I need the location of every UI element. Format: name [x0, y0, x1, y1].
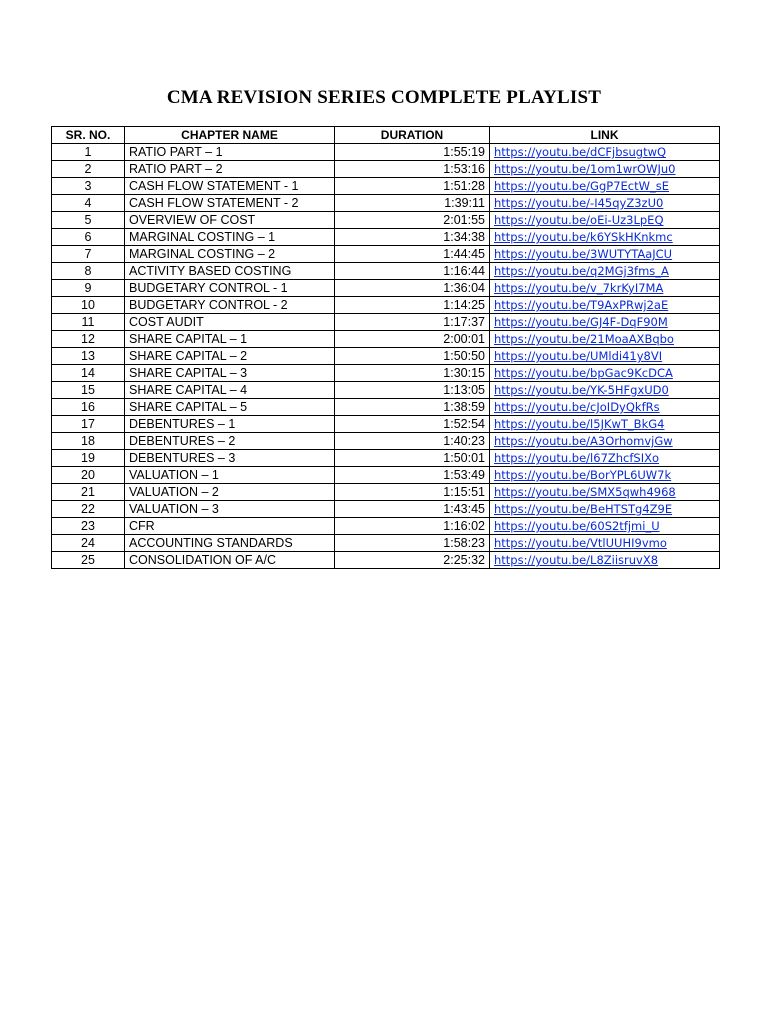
link-cell: [490, 348, 720, 365]
video-link[interactable]: https://youtu.be/oEi-Uz3LpEQ: [494, 213, 664, 227]
table-row: [52, 144, 720, 161]
table-row: [52, 501, 720, 518]
link-cell: [490, 144, 720, 161]
serial-number-cell: 21: [52, 484, 125, 501]
video-link[interactable]: https://youtu.be/BeHTSTg4Z9E: [494, 502, 673, 516]
chapter-name-cell: CFR: [125, 518, 335, 535]
link-cell: [490, 280, 720, 297]
serial-number-cell: 13: [52, 348, 125, 365]
table-row: [52, 416, 720, 433]
chapter-name-cell: RATIO PART – 1: [125, 144, 335, 161]
chapter-name-cell: VALUATION – 1: [125, 467, 335, 484]
table-row: [52, 246, 720, 263]
serial-number-cell: 23: [52, 518, 125, 535]
table-row: [52, 195, 720, 212]
table-header: [52, 127, 720, 144]
chapter-name-cell: BUDGETARY CONTROL - 1: [125, 280, 335, 297]
link-cell: [490, 467, 720, 484]
link-cell: [490, 178, 720, 195]
video-link[interactable]: https://youtu.be/bpGac9KcDCA: [494, 366, 673, 380]
serial-number-cell: 2: [52, 161, 125, 178]
video-link[interactable]: https://youtu.be/VtlUUHI9vmo: [494, 536, 667, 550]
table-row: [52, 365, 720, 382]
serial-number-cell: 12: [52, 331, 125, 348]
duration-cell: 1:53:49: [335, 467, 490, 484]
table-row: [52, 229, 720, 246]
video-link[interactable]: https://youtu.be/L8ZiisruvX8: [494, 553, 659, 567]
serial-number-cell: 15: [52, 382, 125, 399]
duration-cell: 1:38:59: [335, 399, 490, 416]
table-row: [52, 178, 720, 195]
serial-number-cell: 6: [52, 229, 125, 246]
serial-number-cell: 18: [52, 433, 125, 450]
duration-cell: 1:50:01: [335, 450, 490, 467]
chapter-name-cell: DEBENTURES – 2: [125, 433, 335, 450]
serial-number-cell: 3: [52, 178, 125, 195]
link-cell: [490, 433, 720, 450]
chapter-name-cell: BUDGETARY CONTROL - 2: [125, 297, 335, 314]
link-cell: [490, 331, 720, 348]
table-row: [52, 382, 720, 399]
duration-cell: 1:52:54: [335, 416, 490, 433]
duration-cell: 1:36:04: [335, 280, 490, 297]
chapter-name-cell: DEBENTURES – 1: [125, 416, 335, 433]
serial-number-cell: 20: [52, 467, 125, 484]
serial-number-cell: 10: [52, 297, 125, 314]
column-header-chapter-name: CHAPTER NAME: [125, 127, 335, 144]
link-cell: [490, 212, 720, 229]
table-row: [52, 161, 720, 178]
chapter-name-cell: OVERVIEW OF COST: [125, 212, 335, 229]
chapter-name-cell: COST AUDIT: [125, 314, 335, 331]
video-link[interactable]: https://youtu.be/YK-5HFgxUD0: [494, 383, 669, 397]
video-link[interactable]: https://youtu.be/k6YSkHKnkmc: [494, 230, 673, 244]
column-header-duration: DURATION: [335, 127, 490, 144]
serial-number-cell: 14: [52, 365, 125, 382]
duration-cell: 1:15:51: [335, 484, 490, 501]
chapter-name-cell: SHARE CAPITAL – 3: [125, 365, 335, 382]
chapter-name-cell: VALUATION – 2: [125, 484, 335, 501]
chapter-name-cell: SHARE CAPITAL – 5: [125, 399, 335, 416]
duration-cell: 1:16:44: [335, 263, 490, 280]
link-cell: [490, 552, 720, 569]
link-cell: [490, 263, 720, 280]
duration-cell: 1:13:05: [335, 382, 490, 399]
serial-number-cell: 25: [52, 552, 125, 569]
table-row: [52, 212, 720, 229]
link-cell: [490, 246, 720, 263]
table-row: [52, 280, 720, 297]
duration-cell: 1:17:37: [335, 314, 490, 331]
serial-number-cell: 17: [52, 416, 125, 433]
chapter-name-cell: ACTIVITY BASED COSTING: [125, 263, 335, 280]
chapter-name-cell: MARGINAL COSTING – 1: [125, 229, 335, 246]
link-cell: [490, 535, 720, 552]
link-cell: [490, 501, 720, 518]
chapter-name-cell: MARGINAL COSTING – 2: [125, 246, 335, 263]
playlist-table: [51, 126, 720, 569]
column-header-link: LINK: [490, 127, 720, 144]
duration-cell: 2:00:01: [335, 331, 490, 348]
serial-number-cell: 5: [52, 212, 125, 229]
duration-cell: 1:16:02: [335, 518, 490, 535]
video-link[interactable]: https://youtu.be/A3OrhomvjGw: [494, 434, 673, 448]
video-link[interactable]: https://youtu.be/-I45qyZ3zU0: [494, 196, 664, 210]
table-row: [52, 552, 720, 569]
video-link[interactable]: https://youtu.be/GJ4F-DqF90M: [494, 315, 668, 329]
table-row: [52, 297, 720, 314]
chapter-name-cell: RATIO PART – 2: [125, 161, 335, 178]
duration-cell: 1:44:45: [335, 246, 490, 263]
duration-cell: 2:01:55: [335, 212, 490, 229]
chapter-name-cell: CONSOLIDATION OF A/C: [125, 552, 335, 569]
duration-cell: 1:39:11: [335, 195, 490, 212]
video-link[interactable]: https://youtu.be/60S2tfjmi_U: [494, 519, 660, 533]
table-body: [52, 144, 720, 569]
page-title: CMA REVISION SERIES COMPLETE PLAYLIST: [166, 87, 602, 108]
chapter-name-cell: CASH FLOW STATEMENT - 1: [125, 178, 335, 195]
duration-cell: 1:55:19: [335, 144, 490, 161]
serial-number-cell: 9: [52, 280, 125, 297]
video-link[interactable]: https://youtu.be/v_7krKyI7MA: [494, 281, 664, 295]
video-link[interactable]: https://youtu.be/T9AxPRwj2aE: [494, 298, 669, 312]
table-row: [52, 348, 720, 365]
video-link[interactable]: https://youtu.be/cJoIDyQkfRs: [494, 400, 660, 414]
duration-cell: 1:34:38: [335, 229, 490, 246]
table-row: [52, 331, 720, 348]
table-row: [52, 399, 720, 416]
chapter-name-cell: ACCOUNTING STANDARDS: [125, 535, 335, 552]
duration-cell: 1:43:45: [335, 501, 490, 518]
chapter-name-cell: VALUATION – 3: [125, 501, 335, 518]
table-row: [52, 484, 720, 501]
serial-number-cell: 22: [52, 501, 125, 518]
duration-cell: 1:14:25: [335, 297, 490, 314]
serial-number-cell: 19: [52, 450, 125, 467]
serial-number-cell: 4: [52, 195, 125, 212]
video-link[interactable]: https://youtu.be/BorYPL6UW7k: [494, 468, 672, 482]
serial-number-cell: 24: [52, 535, 125, 552]
duration-cell: 1:50:50: [335, 348, 490, 365]
table-row: [52, 263, 720, 280]
link-cell: [490, 195, 720, 212]
video-link[interactable]: https://youtu.be/l67ZhcfSIXo: [494, 451, 660, 465]
chapter-name-cell: SHARE CAPITAL – 1: [125, 331, 335, 348]
table-row: [52, 467, 720, 484]
header-row: [52, 127, 720, 144]
serial-number-cell: 16: [52, 399, 125, 416]
chapter-name-cell: CASH FLOW STATEMENT - 2: [125, 195, 335, 212]
video-link[interactable]: https://youtu.be/UMldi41y8VI: [494, 349, 663, 363]
link-cell: [490, 484, 720, 501]
serial-number-cell: 11: [52, 314, 125, 331]
serial-number-cell: 7: [52, 246, 125, 263]
duration-cell: 1:40:23: [335, 433, 490, 450]
video-link[interactable]: https://youtu.be/GgP7EctW_sE: [494, 179, 669, 193]
video-link[interactable]: https://youtu.be/3WUTYTAaJCU: [494, 247, 673, 261]
video-link[interactable]: https://youtu.be/dCFjbsugtwQ: [494, 145, 667, 159]
table-row: [52, 450, 720, 467]
link-cell: [490, 416, 720, 433]
table-row: [52, 314, 720, 331]
table-row: [52, 535, 720, 552]
serial-number-cell: 8: [52, 263, 125, 280]
link-cell: [490, 314, 720, 331]
link-cell: [490, 450, 720, 467]
link-cell: [490, 399, 720, 416]
chapter-name-cell: SHARE CAPITAL – 4: [125, 382, 335, 399]
duration-cell: 1:58:23: [335, 535, 490, 552]
duration-cell: 1:30:15: [335, 365, 490, 382]
duration-cell: 1:53:16: [335, 161, 490, 178]
video-link[interactable]: https://youtu.be/SMX5qwh4968: [494, 485, 676, 499]
video-link[interactable]: https://youtu.be/l5JKwT_BkG4: [494, 417, 665, 431]
video-link[interactable]: https://youtu.be/q2MGj3fms_A: [494, 264, 669, 278]
chapter-name-cell: SHARE CAPITAL – 2: [125, 348, 335, 365]
duration-cell: 2:25:32: [335, 552, 490, 569]
link-cell: [490, 365, 720, 382]
table-row: [52, 518, 720, 535]
video-link[interactable]: https://youtu.be/21MoaAXBqbo: [494, 332, 674, 346]
link-cell: [490, 518, 720, 535]
duration-cell: 1:51:28: [335, 178, 490, 195]
serial-number-cell: 1: [52, 144, 125, 161]
link-cell: [490, 297, 720, 314]
link-cell: [490, 161, 720, 178]
column-header-sr-no: SR. NO.: [52, 127, 125, 144]
link-cell: [490, 382, 720, 399]
video-link[interactable]: https://youtu.be/1om1wrOWJu0: [494, 162, 676, 176]
chapter-name-cell: DEBENTURES – 3: [125, 450, 335, 467]
table-row: [52, 433, 720, 450]
link-cell: [490, 229, 720, 246]
